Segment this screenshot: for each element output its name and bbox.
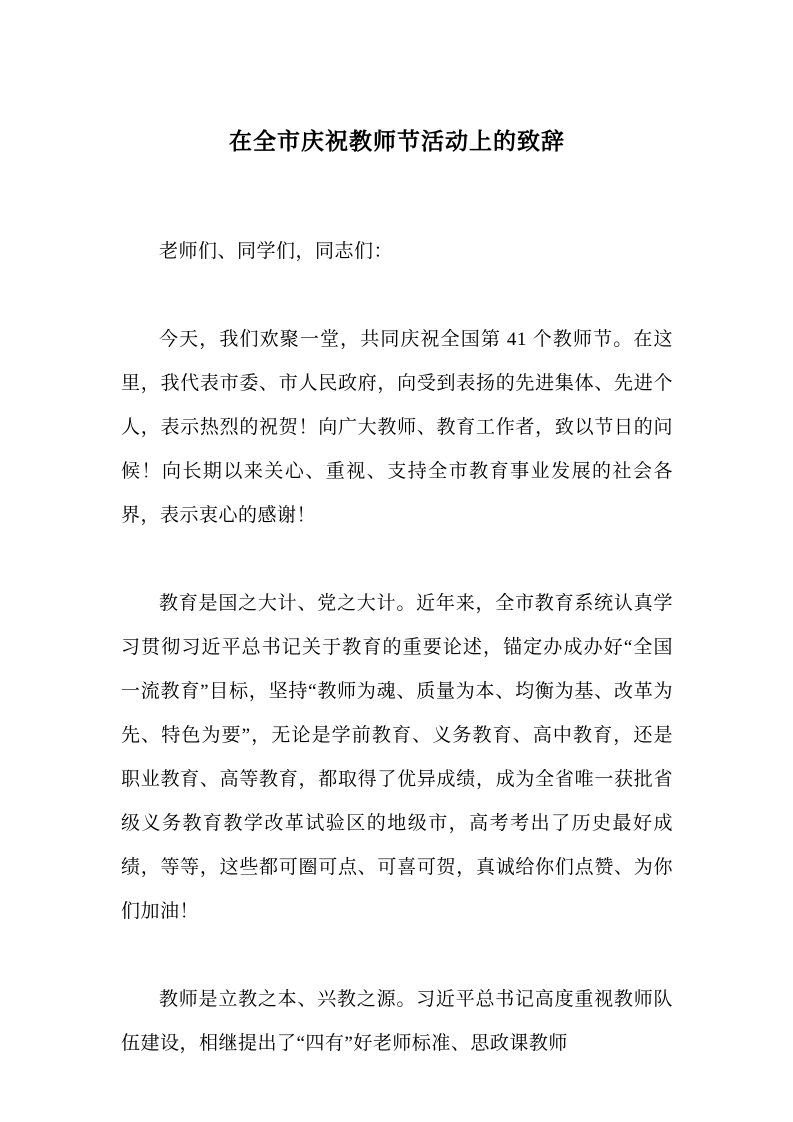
document-title: 在全市庆祝教师节活动上的致辞 xyxy=(229,129,565,154)
paragraph-education-achievements: 教育是国之大计、党之大计。近年来，全市教育系统认真学习贯彻习近平总书记关于教育的重要论述，锚定办成办好“全国一流教育”目标，坚持“教师为魂、质量为本、均衡为基、改革为先、特色为要”，无论是学前教育、义务教育、高中教育，还是职业教育、高等教育，都取得了优异成绩，成为全省唯一获批省级义务教育教学改革试验区的地级市，高考考出了历史最好成绩，等等，这些都可圈可点、可喜可贺，真诚给你们点赞、为你们加油！ xyxy=(121,593,673,922)
paragraph-greeting: 今天，我们欢聚一堂，共同庆祝全国第 41 个教师节。在这里，我代表市委、市人民政府，向受到表扬的先进集体、先进个人，表示热烈的祝贺！向广大教师、教育工作者，致以节日的问候！向长期以来关心、重视、支持全市教育事业发展的社会各界，表示衷心的感谢！ xyxy=(121,329,673,526)
paragraph-teachers-foundation: 教师是立教之本、兴教之源。习近平总书记高度重视教师队伍建设，相继提出了“四有”好老师标准、思政课教师 xyxy=(121,989,673,1054)
paragraph-salutation: 老师们、同学们，同志们： xyxy=(159,241,394,262)
